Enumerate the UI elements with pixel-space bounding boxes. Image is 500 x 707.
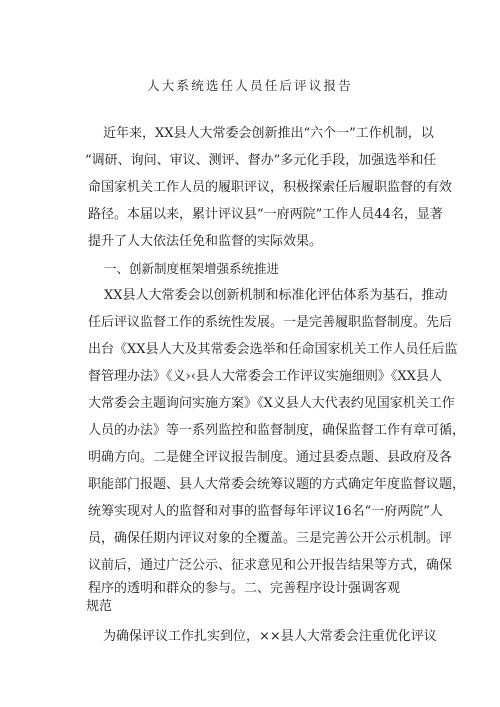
- intro-line-4: 路径。本届以来，累计评议县“一府两院”工作人员44名，显著: [88, 207, 443, 222]
- section-2-line-1: 为确保评议工作扎实到位，××县人大常委会注重优化评议: [103, 629, 437, 644]
- section-1-heading: 一、创新制度框架增强系统推进: [104, 261, 280, 276]
- intro-line-5: 提升了人大依法任免和监督的实际效果。: [88, 234, 323, 249]
- section-1-line-2: 任后评议监督工作的系统性发展。一是完善履职监督制度。先后: [88, 315, 453, 330]
- section-1-line-4: 督管理办法》《义›‹县人大常委会工作评议实施细则》《XX县人: [88, 369, 442, 384]
- orphan-line: 规范: [86, 599, 113, 614]
- document-title: 人大系统选任人员任后评议报告: [147, 78, 353, 93]
- section-1-line-5: 大常委会主题询问实施方案》《X义县人大代表约见国家机关工作: [88, 396, 455, 411]
- intro-line-2: “调研、询问、审议、测评、督办”多元化手段，加强选举和任: [85, 153, 437, 168]
- section-1-line-6: 人员的办法》等一系列监控和监督制度，确保监督工作有章可循，: [88, 423, 466, 438]
- section-1-line-7: 明确方向。二是健全评议报告制度。通过县委点题、县政府及各: [88, 450, 453, 465]
- section-1-line-9: 统筹实现对人的监督和对事的监督每年评议16名“一府两院”人: [88, 504, 443, 519]
- section-1-line-12: 程序的透明和群众的参与。二、完善程序设计强调客观: [88, 581, 401, 596]
- intro-line-3: 命国家机关工作人员的履职评议，积极探索任后履职监督的有效: [88, 180, 453, 195]
- section-1-line-3: 出台《XX县人大及其常委会选举和任命国家机关工作人员任后监: [88, 342, 458, 357]
- section-1-line-8: 职能部门报题、县人大常委会统筹议题的方式确定年度监督议题，: [88, 477, 466, 492]
- section-1-line-10: 员，确保任期内评议对象的全覆盖。三是完善公开公示机制。评: [88, 531, 453, 546]
- section-1-line-11: 议前后，通过广泛公示、征求意见和公开报告结果等方式，确保: [88, 558, 453, 573]
- intro-line-1: 近年来，XX县人大常委会创新推出“六个一”工作机制，以: [103, 126, 434, 141]
- section-1-line-1: XX县人大常委会以创新机制和标准化评估体系为基石，推动: [104, 288, 448, 303]
